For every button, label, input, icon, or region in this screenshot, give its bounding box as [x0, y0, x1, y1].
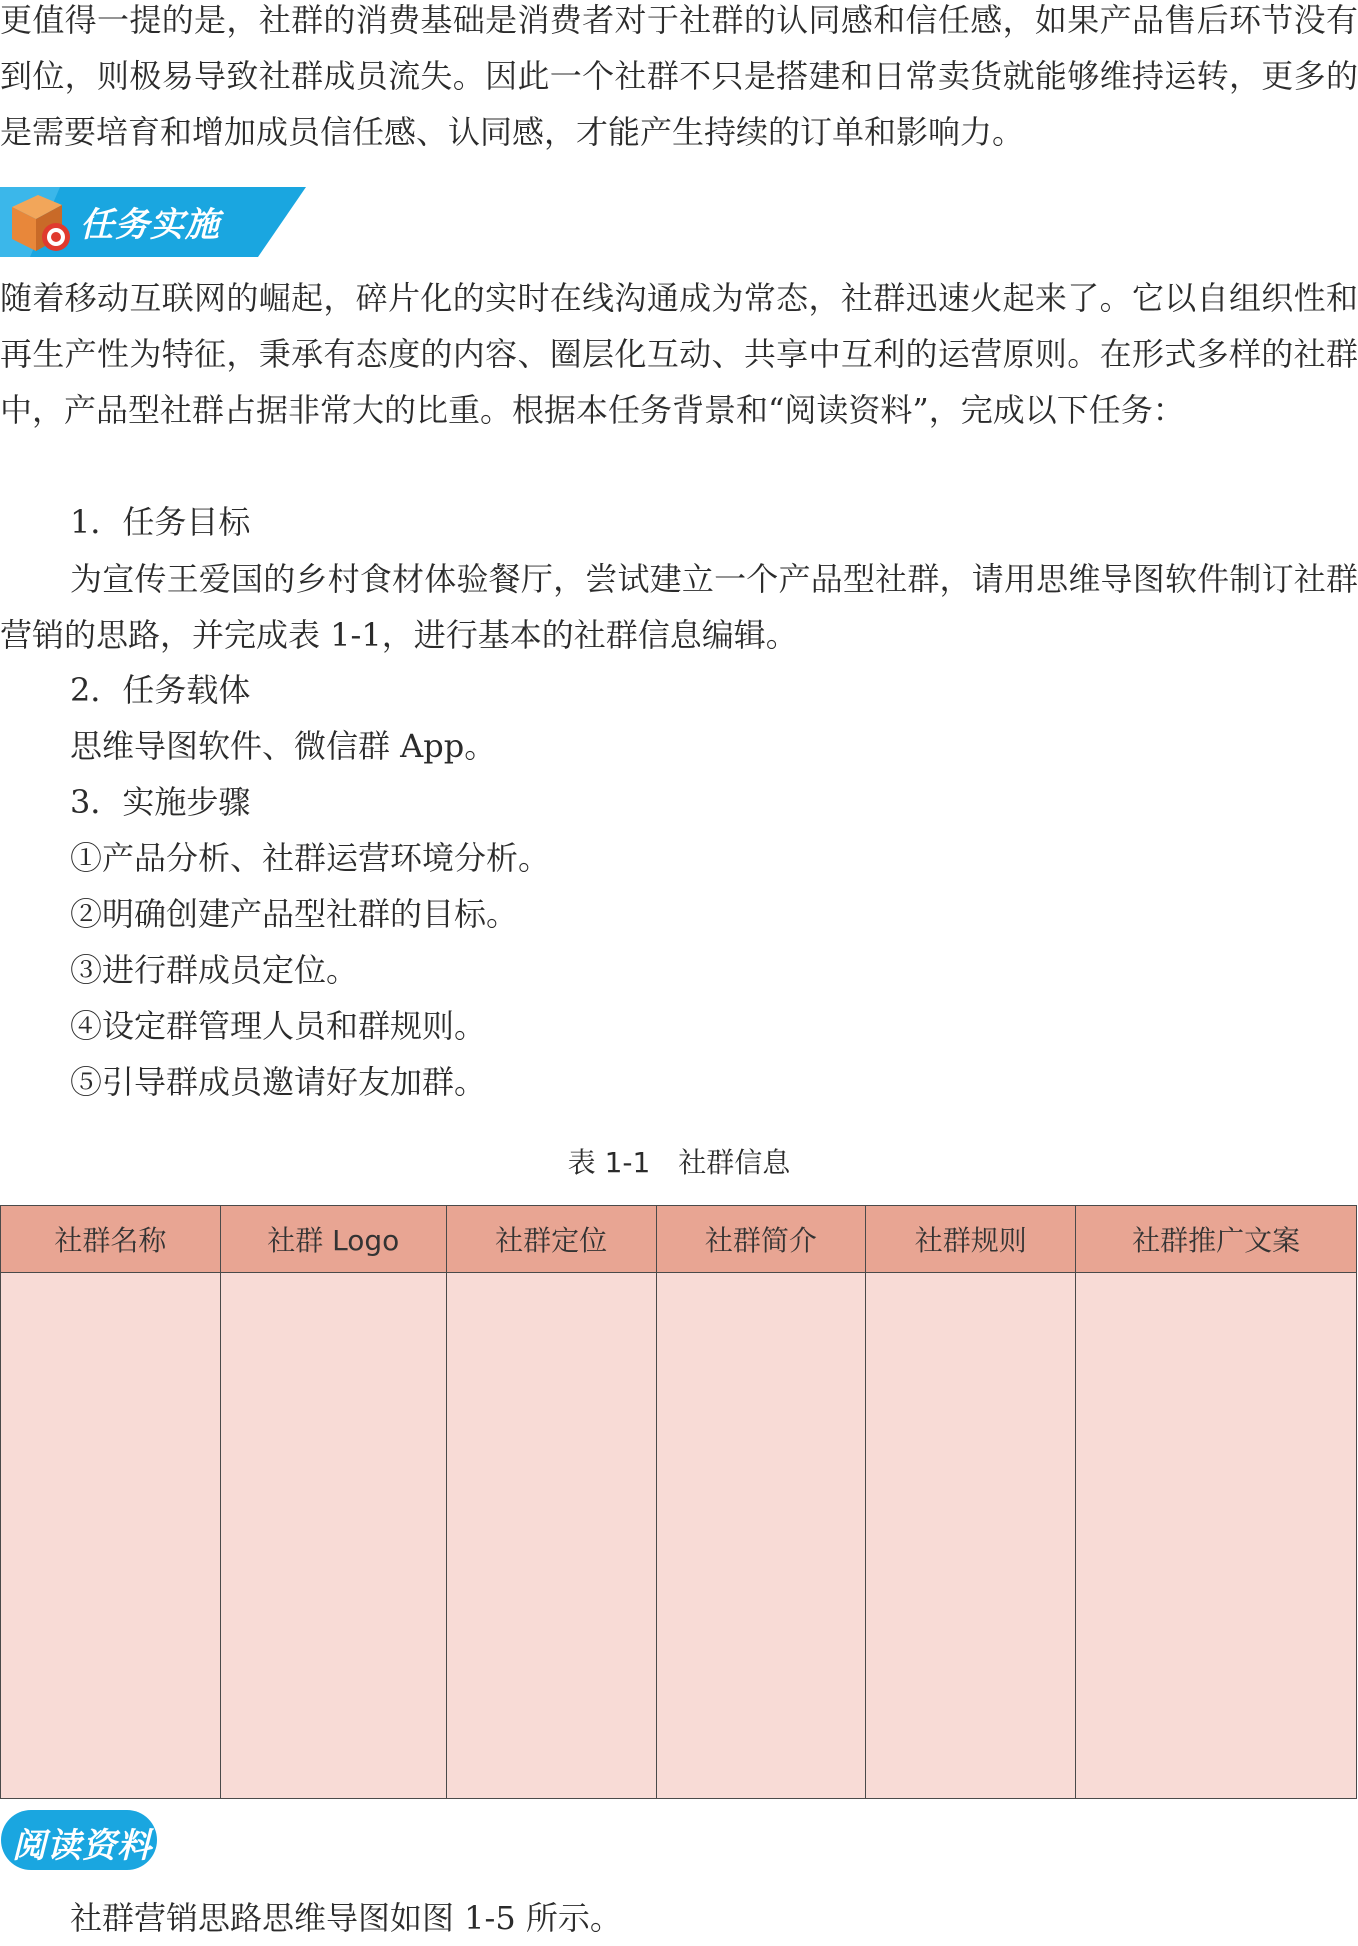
step-item: ①产品分析、社群运营环境分析。	[70, 839, 551, 877]
step-item: ②明确创建产品型社群的目标。	[70, 895, 519, 933]
table-cell-copy[interactable]	[1076, 1273, 1357, 1799]
carrier-heading: 2．任务载体	[70, 671, 251, 709]
goal-heading: 1．任务目标	[70, 503, 251, 541]
table-header-name: 社群名称	[1, 1206, 221, 1273]
steps-heading: 3．实施步骤	[70, 783, 251, 821]
table-header-logo: 社群 Logo	[220, 1206, 446, 1273]
goal-text: 为宣传王爱国的乡村食材体验餐厅，尝试建立一个产品型社群，请用思维导图软件制订社群营销的思路，并完成表 1-1，进行基本的社群信息编辑。	[0, 560, 1358, 654]
table-header-positioning: 社群定位	[446, 1206, 656, 1273]
banner-title: 任务实施	[80, 205, 220, 245]
reading-badge	[0, 1808, 162, 1872]
task-paragraph: 随着移动互联网的崛起，碎片化的实时在线沟通成为常态，社群迅速火起来了。它以自组织性和再生产性为特征，秉承有态度的内容、圈层化互动、共享中互利的运营原则。在形式多样的社群中，产品型社群占据非常大的比重。根据本任务背景和“阅读资料”，完成以下任务：	[0, 279, 1358, 429]
table-cell-positioning[interactable]	[446, 1273, 656, 1799]
table-cell-rules[interactable]	[866, 1273, 1076, 1799]
reading-badge-label: 阅读资料	[12, 1826, 152, 1866]
table-cell-intro[interactable]	[656, 1273, 866, 1799]
cube-target-icon	[4, 191, 76, 257]
table-cell-logo[interactable]	[220, 1273, 446, 1799]
table-header-copy: 社群推广文案	[1076, 1206, 1357, 1273]
table-caption: 表 1-1 社群信息	[567, 1146, 791, 1179]
table-header-intro: 社群简介	[656, 1206, 866, 1273]
table-row	[1, 1273, 1357, 1799]
section-banner	[0, 183, 310, 261]
community-info-table	[0, 1205, 1357, 1799]
step-item: ③进行群成员定位。	[70, 951, 359, 989]
reading-text: 社群营销思路思维导图如图 1-5 所示。	[70, 1899, 622, 1937]
step-item: ④设定群管理人员和群规则。	[70, 1007, 487, 1045]
step-item: ⑤引导群成员邀请好友加群。	[70, 1063, 487, 1101]
intro-paragraph: 更值得一提的是，社群的消费基础是消费者对于社群的认同感和信任感，如果产品售后环节没有到位，则极易导致社群成员流失。因此一个社群不只是搭建和日常卖货就能够维持运转，更多的是需要培育和增加成员信任感、认同感，才能产生持续的订单和影响力。	[0, 1, 1358, 151]
table-cell-name[interactable]	[1, 1273, 221, 1799]
table-header-rules: 社群规则	[866, 1206, 1076, 1273]
carrier-text: 思维导图软件、微信群 App。	[70, 727, 497, 765]
